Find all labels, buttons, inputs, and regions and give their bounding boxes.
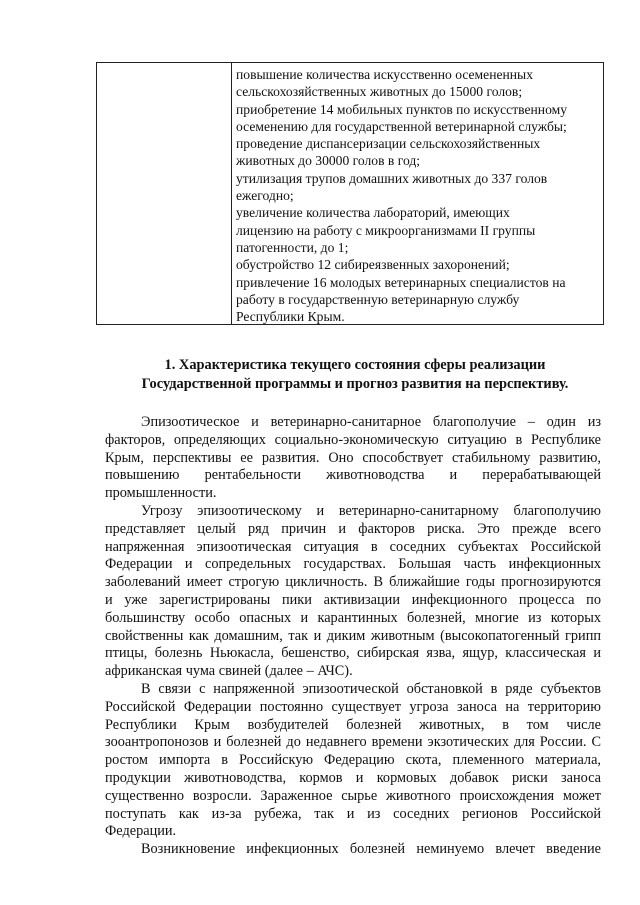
table-line: утилизация трупов домашних животных до 337 голов bbox=[236, 170, 548, 186]
paragraph-line: Федерации и сопредельных государствах. Большая часть инфекционных bbox=[105, 556, 601, 573]
paragraph-line: ростом импорта в Российскую Федерацию скота, племенного материала, bbox=[105, 752, 601, 769]
paragraph-line: Крым, перспективы ее развития. Оно способствует стабильному развитию, bbox=[105, 449, 601, 466]
paragraph-line: Российской Федерации постоянно существует угроза заноса на территорию bbox=[105, 698, 601, 715]
paragraph-line: птицы, болезнь Ньюкасла, бешенство, сибирская язва, ящур, классическая и bbox=[105, 645, 601, 662]
paragraph-line: продукции животноводства, кормов и кормовых добавок риски заноса bbox=[105, 769, 601, 786]
paragraph-line: и уже зарегистрированы пики активизации инфекционного процесса по bbox=[105, 591, 601, 608]
paragraph-line: заболеваний имеет строгую цикличность. В ближайшие годы прогнозируются bbox=[105, 574, 601, 591]
table-line: сельскохозяйственных животных до 15000 голов; bbox=[236, 84, 523, 100]
paragraph-line: свойственны как домашним, так и диким животным (высокопатогенный грипп bbox=[105, 627, 601, 644]
table-line: увеличение количества лабораторий, имеющих bbox=[236, 205, 510, 221]
paragraph-line: факторов, определяющих социально-экономическую ситуацию в Республике bbox=[105, 431, 601, 448]
paragraph-line: существенно возросли. Зараженное сырье животного происхождения может bbox=[105, 787, 601, 804]
table-column-divider bbox=[231, 63, 232, 324]
paragraph-1 bbox=[105, 414, 601, 503]
table-line: животных до 30000 голов в год; bbox=[236, 153, 421, 169]
table-line: патогенности, до 1; bbox=[236, 239, 349, 255]
table-line: Республики Крым. bbox=[236, 309, 345, 325]
table-line: привлечение 16 молодых ветеринарных специалистов на bbox=[236, 274, 566, 290]
table-line: приобретение 14 мобильных пунктов по искусственному bbox=[236, 101, 568, 117]
paragraph-line: Федерации. bbox=[105, 823, 177, 840]
paragraph-line: Республики Крым возбудителей болезней животных, в том числе bbox=[105, 716, 601, 733]
paragraph-line: представляет целый ряд причин и факторов риска. Это прежде всего bbox=[105, 520, 601, 537]
table-line: обустройство 12 сибиреязвенных захоронений; bbox=[236, 257, 510, 273]
table-line: проведение диспансеризации сельскохозяйственных bbox=[236, 136, 541, 152]
table-line: лицензию на работу с микроорганизмами II группы bbox=[236, 222, 536, 238]
table-right-cell bbox=[236, 66, 602, 325]
section-heading-line-1: 1. Характеристика текущего состояния сферы реализации bbox=[164, 357, 546, 373]
paragraph-line: В связи с напряженной эпизоотической обстановкой в ряде субъектов bbox=[141, 680, 601, 697]
paragraph-line: напряженная эпизоотическая ситуация в соседних субъектах Российской bbox=[105, 538, 601, 555]
paragraph-line: африканская чума свиней (далее – АЧС). bbox=[105, 663, 353, 680]
paragraph-line: Эпизоотическое и ветеринарно-санитарное благополучие – один из bbox=[141, 414, 601, 430]
paragraph-3 bbox=[105, 681, 601, 841]
paragraph-line: промышленности. bbox=[105, 485, 217, 502]
table-line: работу в государственную ветеринарную службу bbox=[236, 291, 520, 307]
table-line: осеменению для государственной ветеринарной службы; bbox=[236, 118, 567, 134]
results-table bbox=[96, 62, 604, 325]
paragraph-2 bbox=[105, 503, 601, 681]
paragraph-line: Угрозу эпизоотическому и ветеринарно-санитарному благополучию bbox=[141, 502, 601, 519]
table-line: ежегодно; bbox=[236, 188, 294, 204]
paragraph-line: поступать как из-за рубежа, так и из соседних регионов Российской bbox=[105, 805, 601, 822]
paragraph-line: большинству особо опасных и карантинных болезней, многие из которых bbox=[105, 609, 601, 626]
body-text bbox=[105, 414, 601, 859]
section-heading bbox=[90, 356, 620, 394]
paragraph-4 bbox=[105, 841, 601, 859]
paragraph-line: повышению рентабельности животноводства и перерабатывающей bbox=[105, 467, 601, 484]
section-heading-line-2: Государственной программы и прогноз развития на перспективу. bbox=[141, 376, 569, 392]
table-line: повышение количества искусственно осемененных bbox=[236, 67, 533, 82]
paragraph-line: Возникновение инфекционных болезней неминуемо влечет введение bbox=[141, 841, 601, 858]
paragraph-line: зооантропонозов и болезней до недавнего времени экзотических для России. С bbox=[105, 734, 601, 751]
